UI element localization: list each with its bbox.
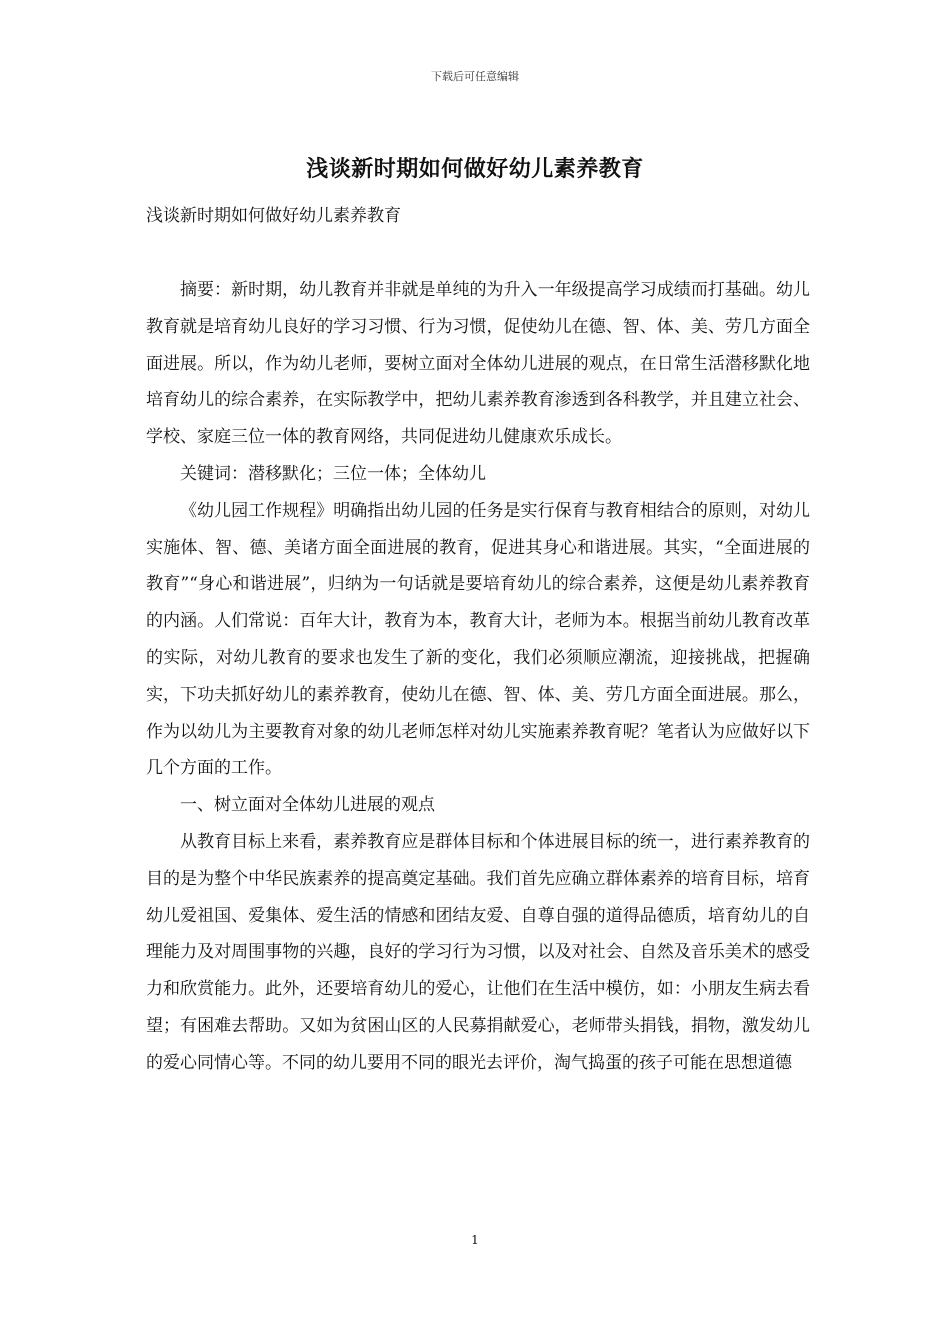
page-number: 1 [471,1233,479,1247]
body-paragraph: 《幼儿园工作规程》明确指出幼儿园的任务是实行保育与教育相结合的原则，对幼儿实施体、智、德、美诸方面全面进展的教育，促进其身心和谐进展。其实，“全面进展的教育”“身心和谐进展”，归纳为一句话就是要培育幼儿的综合素养，这便是幼儿素养教育的内涵。人们常说：百年大计，教育为本，教育大计，老师为本。根据当前幼儿教育改革的实际，对幼儿教育的要求也发生了新的变化，我们必须顺应潮流，迎接挑战，把握确实，下功夫抓好幼儿的素养教育，使幼儿在德、智、体、美、劳几方面全面进展。那么，作为以幼儿为主要教育对象的幼儿老师怎样对幼儿实施素养教育呢？笔者认为应做好以下几个方面的工作。 [146,500,810,779]
abstract-paragraph: 摘要：新时期，幼儿教育并非就是单纯的为升入一年级提高学习成绩而打基础。幼儿教育就是培育幼儿良好的学习习惯、行为习惯，促使幼儿在德、智、体、美、劳几方面全面进展。所以，作为幼儿老师，要树立面对全体幼儿进展的观点，在日常生活潜移默化地培育幼儿的综合素养，在实际教学中，把幼儿素养教育渗透到各科教学，并且建立社会、学校、家庭三位一体的教育网络，共同促进幼儿健康欢乐成长。 [146,280,810,448]
document-body [146,272,810,1082]
body-paragraph: 从教育目标上来看，素养教育应是群体目标和个体进展目标的统一，进行素养教育的目的是为整个中华民族素养的提高奠定基础。我们首先应确立群体素养的培育目标，培育幼儿爱祖国、爱集体、爱生活的情感和团结友爱、自尊自强的道得品德质，培育幼儿的自理能力及对周围事物的兴趣，良好的学习行为习惯，以及对社会、自然及音乐美术的感受力和欣赏能力。此外，还要培育幼儿的爱心，让他们在生活中模仿，如：小朋友生病去看望；有困难去帮助。又如为贫困山区的人民募捐献爱心，老师带头捐钱，捐物，激发幼儿的爱心同情心等。不同的幼儿要用不同的眼光去评价，淘气捣蛋的孩子可能在思想道德 [146,831,810,1073]
page-header-note: 下载后可任意编辑 [431,70,519,83]
document-subtitle: 浅谈新时期如何做好幼儿素养教育 [146,206,401,226]
section-heading: 一、树立面对全体幼儿进展的观点 [180,795,435,816]
keywords-paragraph: 关键词：潜移默化；三位一体；全体幼儿 [180,463,486,484]
document-title: 浅谈新时期如何做好幼儿素养教育 [306,156,644,182]
